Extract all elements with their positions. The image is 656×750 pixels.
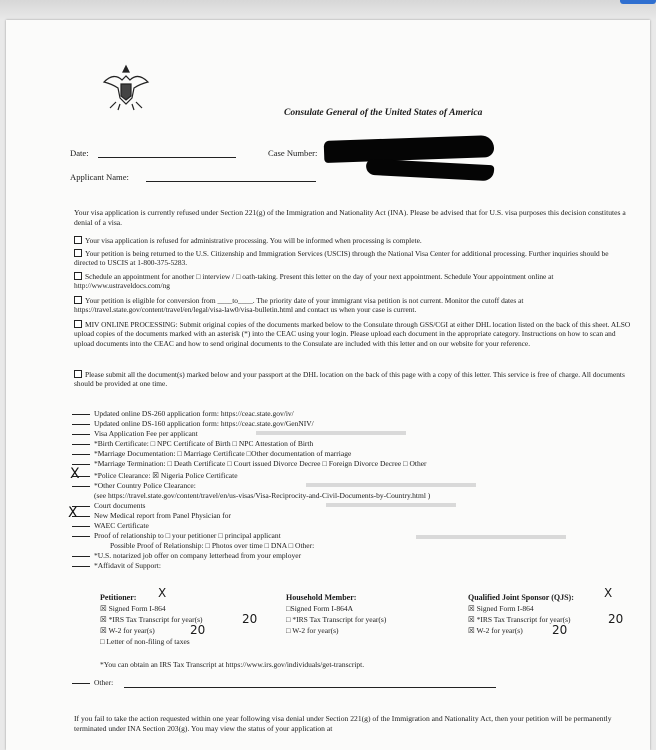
doc-row: Court documents xyxy=(72,501,145,510)
household-item: □ *IRS Tax Transcript for year(s) xyxy=(286,615,387,624)
consulate-title: Consulate General of the United States of America xyxy=(284,108,483,118)
petitioner-w2-year: 20 xyxy=(190,623,206,637)
doc-row: *Marriage Termination: □ Death Certificate □ Court issued Divorce Decree □ Foreign Divorce Decree □ Other xyxy=(72,459,427,468)
petitioner-item: ☒ Signed Form I-864 xyxy=(100,604,166,613)
joint-sponsor-w2-year: 20 xyxy=(552,623,568,637)
applicant-name-label: Applicant Name: xyxy=(70,172,129,182)
doc-row: *Affidavit of Support: xyxy=(72,561,161,570)
option-admin-processing: Your visa application is refused for administrative processing. You will be informed when processing is complete. xyxy=(74,236,634,245)
handwritten-x-mark: X xyxy=(68,505,78,521)
joint-sponsor-irs-year: 20 xyxy=(608,612,624,626)
joint-sponsor-handmark: X xyxy=(604,586,613,600)
option-miv-online: MIV ONLINE PROCESSING: Submit original copies of the documents marked below to the Consulate through GSS/CGI at either DHL location listed on the back of this sheet. ALSO upload copies of the documents marked with an asterisk (*) into the CEAC using your login. Please upload each document in the appropriate category. Instructions on how to scan and upload documents into the CEAC and how to send original documents to the Consulate are included with this letter and on our website for your reference. xyxy=(74,320,631,348)
option-submit-dhl: Please submit all the document(s) marked below and your passport at the DHL location on the back of this page with a copy of this letter. This service is free of charge. All documents should be provided at one time. xyxy=(74,370,625,389)
doc-row-police: *Police Clearance: ☒ Nigeria Police Certificate xyxy=(72,471,238,480)
household-item: □ W-2 for year(s) xyxy=(286,626,339,635)
petitioner-irs-year: 20 xyxy=(242,612,258,626)
date-field[interactable] xyxy=(98,157,236,158)
checkbox[interactable] xyxy=(74,249,82,257)
case-number-label: Case Number: xyxy=(268,148,318,158)
joint-sponsor-item: ☒ *IRS Tax Transcript for year(s) xyxy=(468,615,571,624)
scan-noise xyxy=(306,483,476,487)
household-title: Household Member: xyxy=(286,593,357,602)
case-number-redaction xyxy=(324,135,495,163)
doc-row: Updated online DS-260 application form: https://ceac.state.gov/iv/ xyxy=(72,409,294,418)
other-row: Other: xyxy=(72,678,113,687)
doc-row: WAEC Certificate xyxy=(72,521,149,530)
handwritten-x-mark: X xyxy=(70,466,80,482)
petitioner-handmark: X xyxy=(158,586,167,600)
doc-row: *Marriage Documentation: □ Marriage Certificate □Other documentation of marriage xyxy=(72,449,351,458)
joint-sponsor-title: Qualified Joint Sponsor (QJS): xyxy=(468,593,574,602)
petitioner-title: Petitioner: xyxy=(100,593,137,602)
option-conversion: Your petition is eligible for conversion from ____to____. The priority date of your immigrant visa petition is not current. Monitor the cutoff dates at https://travel.state.gov/content/travel/en/legal/visa-law0/visa-bulletin.html and contact us when your case is current. xyxy=(74,296,524,315)
household-item: □Signed Form I-864A xyxy=(286,604,354,613)
doc-row-medical: New Medical report from Panel Physician for xyxy=(72,511,231,520)
doc-row: Visa Application Fee per applicant xyxy=(72,429,198,438)
checkbox[interactable] xyxy=(74,320,82,328)
doc-row: Possible Proof of Relationship: □ Photos over time □ DNA □ Other: xyxy=(110,541,315,550)
irs-transcript-note: *You can obtain an IRS Tax Transcript at https://www.irs.gov/individuals/get-transcript. xyxy=(100,660,365,669)
doc-row-link: (see https://travel.state.gov/content/travel/en/us-visas/Visa-Reciprocity-and-Civil-Documents-by-Country.html ) xyxy=(94,491,431,500)
applicant-name-field[interactable] xyxy=(146,181,316,182)
case-number-redaction-2 xyxy=(366,159,495,182)
joint-sponsor-item: ☒ Signed Form I-864 xyxy=(468,604,534,613)
refusal-intro: Your visa application is currently refused under Section 221(g) of the Immigration and Nationality Act (INA). Please be advised that for U.S. visa purposes this decision constitutes a denial of a visa. xyxy=(74,208,626,227)
date-label: Date: xyxy=(70,148,89,158)
doc-row: *Birth Certificate: □ NPC Certificate of Birth □ NPC Attestation of Birth xyxy=(72,439,313,448)
checkbox[interactable] xyxy=(74,272,82,280)
checkbox[interactable] xyxy=(74,236,82,244)
option-schedule-appointment: Schedule an appointment for another □ interview / □ oath-taking. Present this letter on the day of your next appointment. Schedule Your appointment online at http://www.ustraveldocs.com/ng xyxy=(74,272,554,291)
petitioner-item: □ Letter of non-filing of taxes xyxy=(100,637,190,646)
other-field[interactable] xyxy=(124,687,496,688)
petitioner-item: ☒ *IRS Tax Transcript for year(s) xyxy=(100,615,203,624)
scan-background xyxy=(0,0,656,20)
doc-row: *Other Country Police Clearance: xyxy=(72,481,196,490)
scan-noise xyxy=(416,535,566,539)
petitioner-column xyxy=(100,592,206,647)
eagle-seal-icon xyxy=(98,58,154,114)
scan-noise xyxy=(326,503,456,507)
footer-notice: If you fail to take the action requested within one year following visa denial under Section 221(g) of the Immigration and Nationality Act, then your petition will be permanently terminated under INA Section 203(g). You may view the status of your application at xyxy=(74,714,612,733)
corner-tab xyxy=(620,0,656,4)
checkbox[interactable] xyxy=(74,370,82,378)
joint-sponsor-item: ☒ W-2 for year(s) xyxy=(468,626,523,635)
option-returned-uscis: Your petition is being returned to the U.S. Citizenship and Immigration Services (USCIS) through the National Visa Center for additional processing. Further inquiries should be directed to USCIS at 1-800-375-5283. xyxy=(74,249,609,268)
doc-row: *U.S. notarized job offer on company letterhead from your employer xyxy=(72,551,301,560)
doc-row: Updated online DS-160 application form: https://ceac.state.gov/GenNIV/ xyxy=(72,419,314,428)
checkbox[interactable] xyxy=(74,296,82,304)
doc-row: Proof of relationship to □ your petitioner □ principal applicant xyxy=(72,531,281,540)
scan-noise xyxy=(256,431,406,435)
household-column xyxy=(286,592,386,636)
petitioner-item: ☒ W-2 for year(s) xyxy=(100,626,155,635)
refusal-letter-sheet xyxy=(6,20,650,750)
